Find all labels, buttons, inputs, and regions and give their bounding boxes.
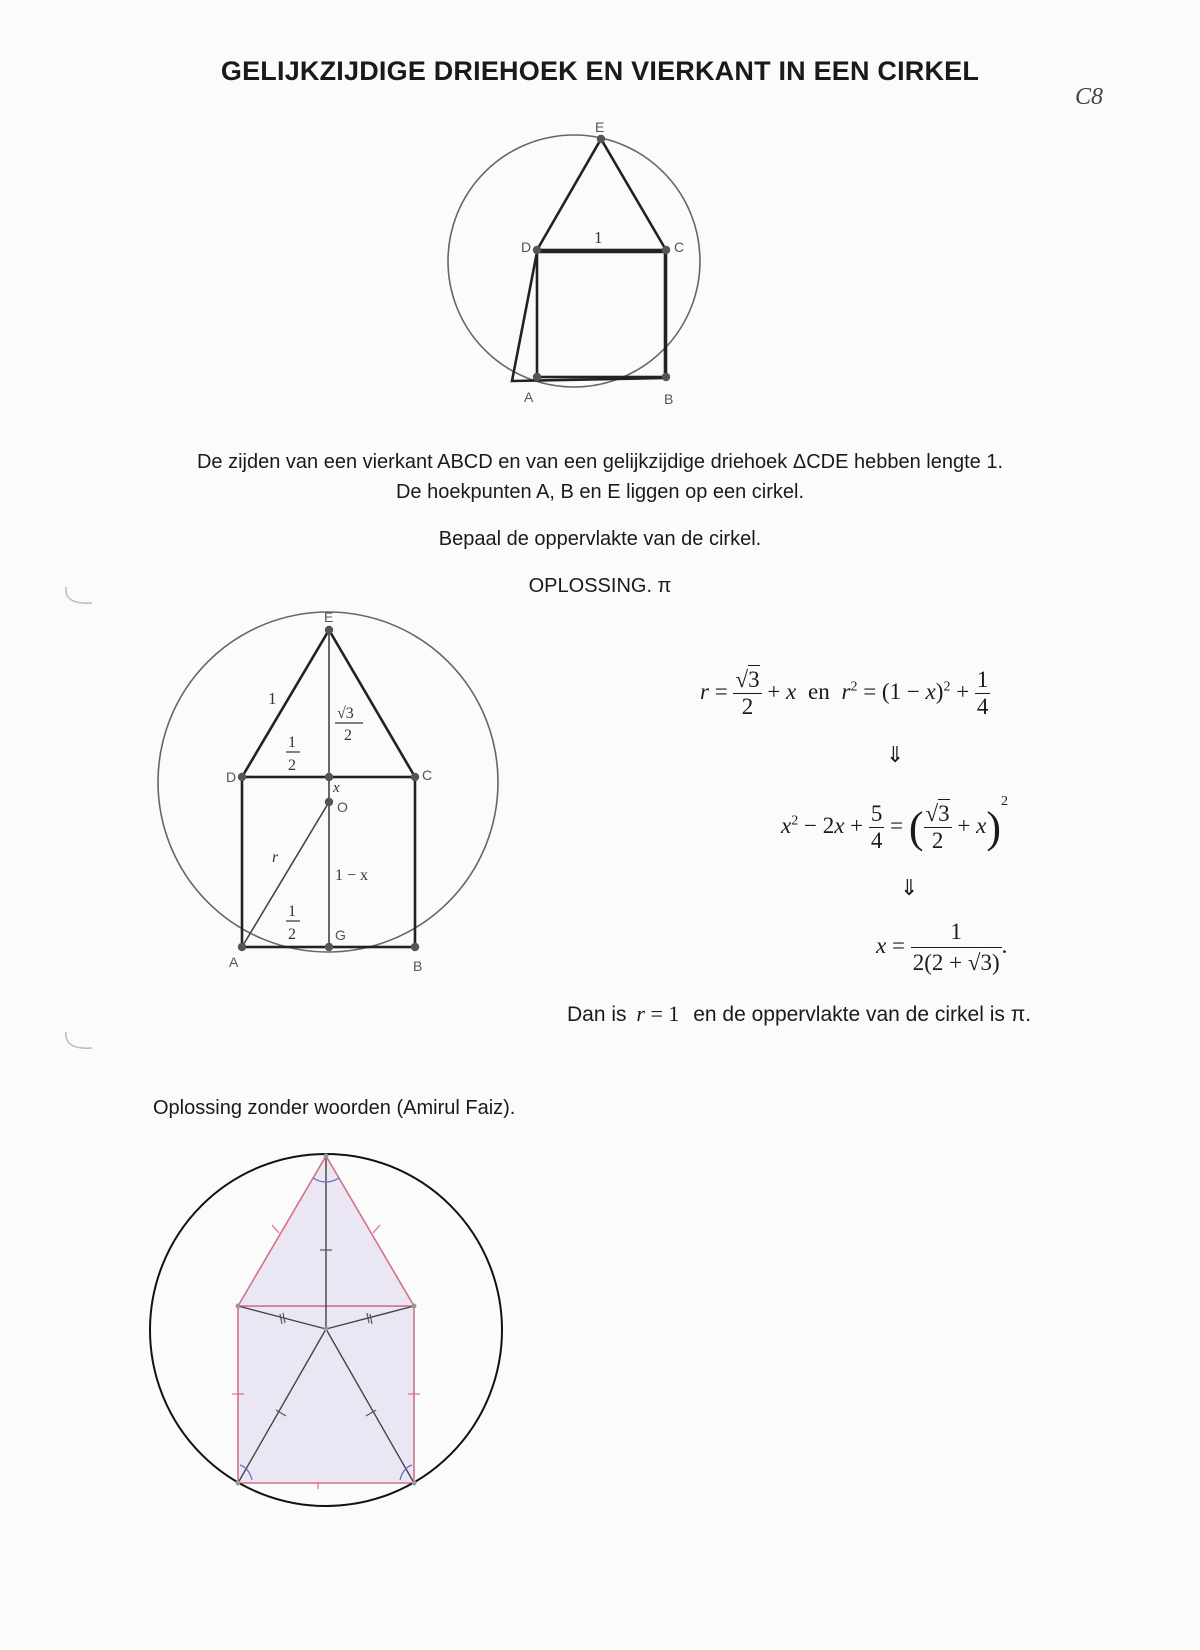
fig2-label-E: E xyxy=(324,609,334,625)
answer-label: OPLOSSING. π xyxy=(528,575,672,597)
fig2-label-B: B xyxy=(413,958,423,974)
conclusion-before: Dan is xyxy=(567,1003,627,1026)
equation-2: $x^2 - 2x$ + $\frac{5}{4}$ = ( $\frac{√3}{2}$ + x)$^2$ xyxy=(781,794,1009,854)
svg-text:1: 1 xyxy=(288,903,296,920)
implies-arrow-1: ⇓ xyxy=(886,742,905,767)
no-words-caption: Oplossing zonder woorden (Amirul Faiz). xyxy=(153,1097,516,1119)
fig2-label-D: D xyxy=(226,769,237,785)
svg-text:√3: √3 xyxy=(337,705,354,722)
one-minus-x-label: 1 − x xyxy=(335,867,369,884)
r-label: r xyxy=(272,849,279,866)
problem-line-1: De zijden van een vierkant ABCD en van een gelijkzijdige driehoek ΔCDE hebben lengte 1. xyxy=(196,451,1004,473)
conclusion-after: en de oppervlakte van de cirkel is π. xyxy=(693,1003,1032,1026)
problem-line-2: De hoekpunten A, B en E liggen op een cirkel. xyxy=(395,481,805,503)
page-title: GELIJKZIJDIGE DRIEHOEK EN VIERKANT IN EEN CIRKEL xyxy=(220,56,980,86)
svg-text:2: 2 xyxy=(344,727,352,744)
equation-1: r = $\frac{√3}{2}$ + x en $r^2 = (1 - x)^2$ + $\frac{1}{4}$ xyxy=(700,667,989,720)
x-label: x xyxy=(333,780,340,796)
label-B: B xyxy=(664,391,674,407)
side-length-label: 1 xyxy=(594,228,603,247)
conclusion: Dan is r = 1 en de oppervlakte van de cirkel is π. xyxy=(567,1001,1032,1026)
label-E: E xyxy=(595,119,605,135)
svg-text:2: 2 xyxy=(288,926,296,943)
problem-question: Bepaal de oppervlakte van de cirkel. xyxy=(438,528,762,550)
page-code-handwritten: C8 xyxy=(1075,84,1104,110)
equation-3: x = $\frac{1}{2(2 + √3)}$ . xyxy=(876,919,1008,976)
svg-text:1: 1 xyxy=(288,734,296,751)
seg-label-1: 1 xyxy=(268,689,277,708)
fig2-label-O: O xyxy=(337,799,348,815)
fig2-label-C: C xyxy=(422,767,433,783)
implies-arrow-2: ⇓ xyxy=(900,875,919,900)
equation-en: en xyxy=(808,678,830,704)
fig2-label-G: G xyxy=(335,927,346,943)
fig2-label-A: A xyxy=(229,954,239,970)
label-A: A xyxy=(524,389,534,405)
label-C: C xyxy=(674,239,685,255)
label-D: D xyxy=(521,239,532,255)
svg-text:2: 2 xyxy=(288,757,296,774)
